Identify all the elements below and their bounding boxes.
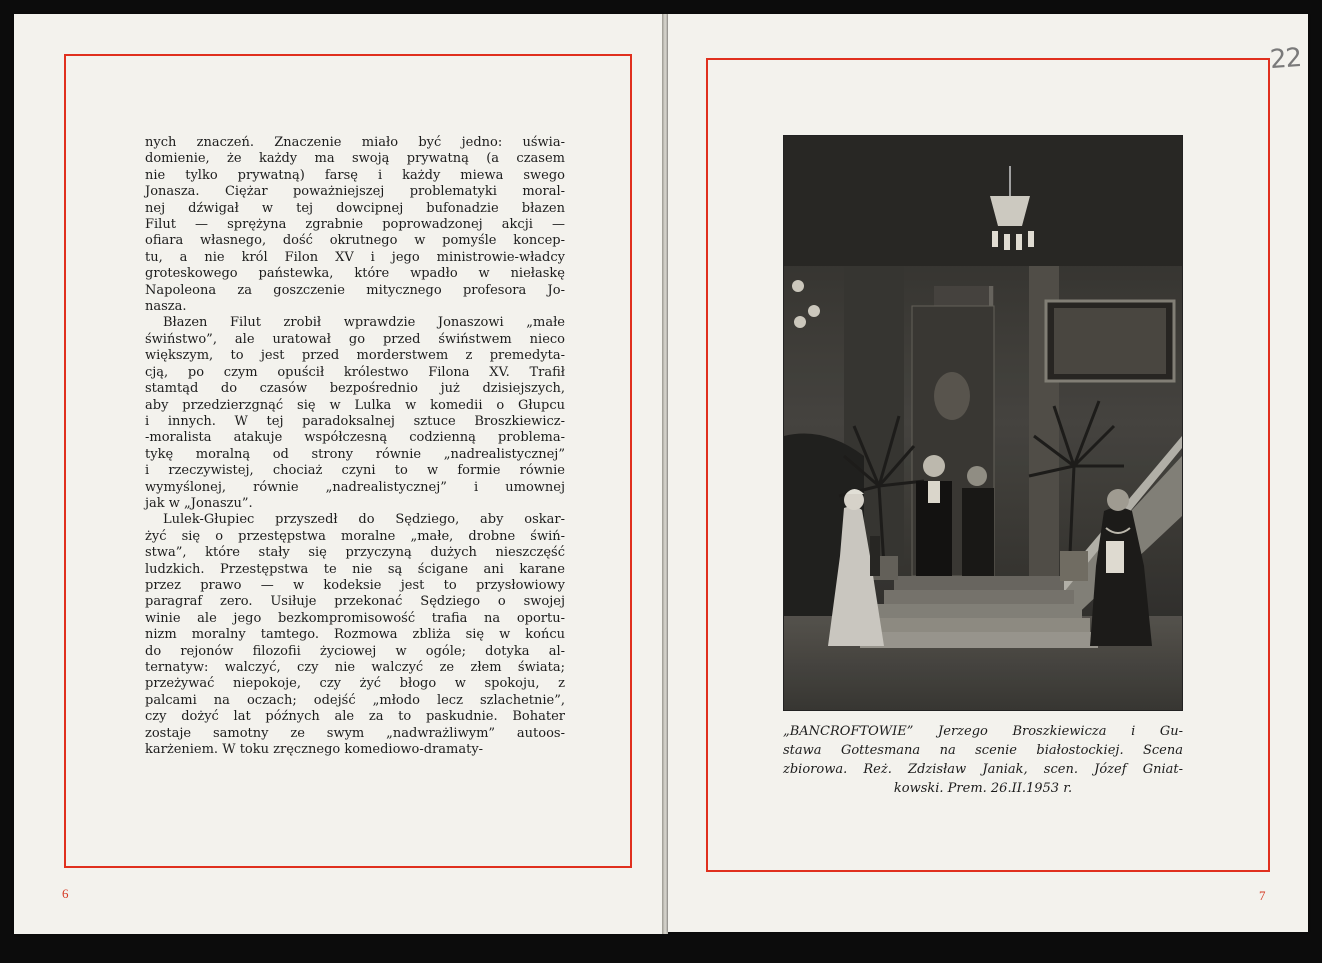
- text-line: tykę moralną od strony równie „nadrealistycznej”: [145, 446, 565, 462]
- caption-line: „BANCROFTOWIE” Jerzego Broszkiewicza i Gu-: [783, 724, 1183, 739]
- paragraph-1: [145, 135, 565, 315]
- stage-photograph: [783, 135, 1183, 711]
- left-page-number: 6: [62, 886, 69, 901]
- text-line: Błazen Filut zrobił wprawdzie Jonaszowi „małe: [163, 315, 565, 331]
- text-line: i rzeczywistej, chociaż czyni to w formie równie: [145, 463, 565, 479]
- text-line: do rejonów filozofii życiowej w ogóle; dotyka al-: [145, 643, 565, 659]
- text-line: nie tylko prywatną) farsę i każdy miewa swego: [145, 167, 565, 183]
- paragraph-2: [145, 315, 565, 512]
- right-page-number: 7: [1259, 888, 1266, 903]
- text-line: stwa”, które stały się przyczyną dużych nieszczęść: [145, 545, 565, 561]
- text-line: palcami na oczach; odejść „młodo lecz szlachetnie”,: [145, 692, 565, 708]
- text-line: tu, a nie król Filon XV i jego ministrowie-władcy: [145, 249, 565, 265]
- text-line: świństwo”, ale uratował go przed świństwem nieco: [145, 331, 565, 347]
- caption-line: zbiorowa. Reż. Zdzisław Janiak, scen. Józef Gniat-: [783, 762, 1183, 777]
- caption-line: kowski. Prem. 26.II.1953 r.: [893, 781, 1073, 796]
- text-line: nej dźwigał w tej dowcipnej bufonadzie błazen: [145, 200, 565, 216]
- text-line: ludzkich. Przestępstwa te nie są ścigane ani karane: [145, 561, 565, 577]
- left-page: [14, 14, 662, 934]
- text-line: Jonasza. Ciężar poważniejszej problematyki moral-: [145, 184, 565, 200]
- left-page-text-column: [145, 135, 565, 758]
- text-line: aby przedzierzgnąć się w Lulka w komedii o Głupcu: [145, 397, 565, 413]
- text-line: jak w „Jonaszu”.: [145, 495, 253, 511]
- text-line: cją, po czym opuścił królestwo Filona XV. Trafił: [145, 364, 565, 380]
- text-line: nizm moralny tamtego. Rozmowa zbliża się w końcu: [145, 627, 565, 643]
- text-line: wymyślonej, równie „nadrealistycznej” i umownej: [145, 479, 565, 495]
- text-line: groteskowego państewka, które wpadło w niełaskę: [145, 266, 565, 282]
- text-line: paragraf zero. Usiłuje przekonać Sędziego o swojej: [145, 594, 565, 610]
- text-line: stamtąd do czasów bezpośrednio już dzisiejszych,: [145, 381, 565, 397]
- handwritten-page-annotation: 22: [1268, 42, 1303, 76]
- text-line: Filut — sprężyna zgrabnie poprowadzonej akcji —: [145, 217, 565, 233]
- text-line: większym, to jest przed morderstwem z premedyta-: [145, 348, 565, 364]
- text-line: przeżywać niepokoje, czy żyć błogo w spokoju, z: [145, 676, 565, 692]
- text-line: przez prawo — w kodeksie jest to przysłowiowy: [145, 577, 565, 593]
- text-line: zostaje samotny ze swym „nadwrażliwym” autoos-: [145, 725, 565, 741]
- text-line: żyć się o przestępstwa moralne „małe, drobne świń-: [145, 528, 565, 544]
- text-line: karżeniem. W toku zręcznego komediowo-dramaty-: [145, 742, 484, 758]
- text-line: domienie, że każdy ma swoją prywatną (a czasem: [145, 151, 565, 167]
- text-line: czy dożyć lat późnych ale za to paskudnie. Bohater: [145, 709, 565, 725]
- text-line: ofiara własnego, dość okrutnego w pomyśle koncep-: [145, 233, 565, 249]
- text-line: Lulek-Głupiec przyszedł do Sędziego, aby oskar-: [163, 512, 565, 528]
- text-line: nasza.: [145, 299, 187, 315]
- photo-caption: [783, 722, 1183, 798]
- text-line: -moralista atakuje współczesną codzienną problema-: [145, 430, 565, 446]
- text-line: i innych. W tej paradoksalnej sztuce Broszkiewicz-: [145, 413, 565, 429]
- paragraph-3: [145, 512, 565, 758]
- text-line: ternatyw: walczyć, czy nie walczyć ze złem świata;: [145, 660, 565, 675]
- text-line: winie ale jego bezkompromisowość trafia na oportu-: [145, 610, 565, 626]
- stage-photograph-image: [784, 136, 1182, 710]
- caption-line: stawa Gottesmana na scenie białostockiej. Scena: [783, 743, 1183, 758]
- text-line: nych znaczeń. Znaczenie miało być jedno: uświa-: [145, 135, 565, 150]
- text-line: Napoleona za goszczenie mitycznego profesora Jo-: [145, 282, 565, 298]
- right-page: [668, 14, 1308, 932]
